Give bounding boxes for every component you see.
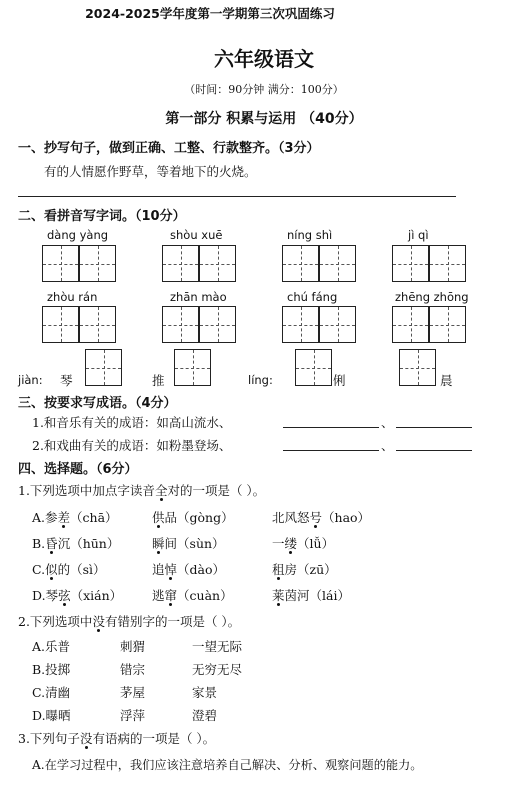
writing-grid[interactable] <box>282 306 319 343</box>
separator: 、 <box>381 438 394 453</box>
q3-item: 2.和戏曲有关的成语：如粉墨登场、 <box>32 438 232 453</box>
writing-grid[interactable] <box>429 306 466 343</box>
pinyin-label: zhēng zhōng <box>395 290 469 304</box>
q1-sentence: 有的人情愿作野草，等着地下的火烧。 <box>44 164 257 179</box>
choice-item: 供品（gòng） <box>152 510 234 525</box>
choice-item: A.参差（chā） <box>32 510 118 525</box>
choice-item: 错宗 <box>120 662 146 677</box>
choice-item: 澄碧 <box>192 708 218 723</box>
page-title: 六年级语文 <box>214 47 314 71</box>
writing-grid[interactable] <box>282 245 319 282</box>
answer-blank[interactable] <box>396 427 472 428</box>
pinyin-label: shòu xuē <box>170 228 223 242</box>
writing-grid[interactable] <box>79 245 116 282</box>
q2-heading: 二、看拼音写字词。（10分） <box>18 209 186 224</box>
writing-grid[interactable] <box>399 349 436 386</box>
choice-item: 追悼（dào） <box>152 562 226 577</box>
exam-header: 2024-2025学年度第一学期第三次巩固练习 <box>85 6 335 21</box>
pinyin-label: jì qì <box>408 228 429 242</box>
pinyin-label: chú fáng <box>287 290 338 304</box>
pinyin-label: zhòu rán <box>47 290 98 304</box>
choice-item: 一望无际 <box>192 639 243 654</box>
writing-grid[interactable] <box>392 306 429 343</box>
choice-item: 浮萍 <box>120 708 146 723</box>
writing-grid[interactable] <box>319 245 356 282</box>
choice-item: 莱茵河（lái） <box>272 588 350 603</box>
writing-grid[interactable] <box>199 245 236 282</box>
choice-item: 刺猬 <box>120 639 146 654</box>
emphasis-dot-char: 没 <box>92 614 105 629</box>
choice-item: 无穷无尽 <box>192 662 243 677</box>
answer-blank[interactable] <box>396 450 472 451</box>
pinyin-label: níng shì <box>287 228 333 242</box>
pinyin-label: zhān mào <box>170 290 227 304</box>
answer-blank[interactable] <box>283 427 379 428</box>
q3-item: 1.和音乐有关的成语：如高山流水、 <box>32 415 232 430</box>
writing-grid[interactable] <box>429 245 466 282</box>
choice-item: D.琴弦（xián） <box>32 588 123 603</box>
question-stem: 2.下列选项中没有错别字的一项是（ ）。 <box>18 614 241 629</box>
q1-heading: 一、抄写句子，做到正确、工整、行款整齐。（3分） <box>18 141 320 156</box>
part-heading: 第一部分 积累与运用 （40分） <box>165 111 363 127</box>
separator: 、 <box>381 415 394 430</box>
writing-grid[interactable] <box>295 349 332 386</box>
q1-answer-line[interactable] <box>18 196 456 197</box>
choice-item: B.投掷 <box>32 662 71 677</box>
choice-item: 瞬间（sùn） <box>152 536 225 551</box>
pinyin-label: dàng yàng <box>47 228 109 242</box>
pinyin-label: líng: <box>248 373 273 387</box>
question-stem: 1.下列选项中加点字读音全对的一项是（ ）。 <box>18 483 266 498</box>
choice-item: 茅屋 <box>120 685 146 700</box>
exam-subtitle: （时间：90分钟 满分：100分） <box>184 83 344 96</box>
choice-item: 逃窜（cuàn） <box>152 588 233 603</box>
choice-item: B.昏沉（hūn） <box>32 536 120 551</box>
answer-blank[interactable] <box>283 450 379 451</box>
writing-grid[interactable] <box>42 245 79 282</box>
given-character: 推 <box>152 373 165 388</box>
writing-grid[interactable] <box>85 349 122 386</box>
choice-item: C.似的（sì） <box>32 562 106 577</box>
choice-item: D.曝晒 <box>32 708 71 723</box>
given-character: 俐 <box>333 373 346 388</box>
writing-grid[interactable] <box>162 245 199 282</box>
writing-grid[interactable] <box>319 306 356 343</box>
choice-item: 租房（zū） <box>272 562 337 577</box>
given-character: 晨 <box>440 373 453 388</box>
q3-heading: 三、按要求写成语。（4分） <box>18 396 177 411</box>
writing-grid[interactable] <box>162 306 199 343</box>
choice-item: C.清幽 <box>32 685 71 700</box>
question-stem: 3.下列句子没有语病的一项是（ ）。 <box>18 731 216 746</box>
pinyin-label: jiàn: <box>18 373 43 387</box>
choice-item: 一缕（lǚ） <box>272 536 335 551</box>
emphasis-dot-char: 没 <box>79 731 93 746</box>
choice-item: 家景 <box>192 685 218 700</box>
writing-grid[interactable] <box>392 245 429 282</box>
writing-grid[interactable] <box>199 306 236 343</box>
choice-item: 北风怒号（hao） <box>272 510 371 525</box>
writing-grid[interactable] <box>79 306 116 343</box>
writing-grid[interactable] <box>174 349 211 386</box>
choice-item: A.在学习过程中，我们应该注意培养自己解决、分析、观察问题的能力。 <box>32 758 423 772</box>
q4-heading: 四、选择题。（6分） <box>18 462 138 477</box>
choice-item: A.乐普 <box>32 639 71 654</box>
writing-grid[interactable] <box>42 306 79 343</box>
given-character: 琴 <box>60 373 73 388</box>
emphasis-dot-char: 全 <box>154 483 168 498</box>
